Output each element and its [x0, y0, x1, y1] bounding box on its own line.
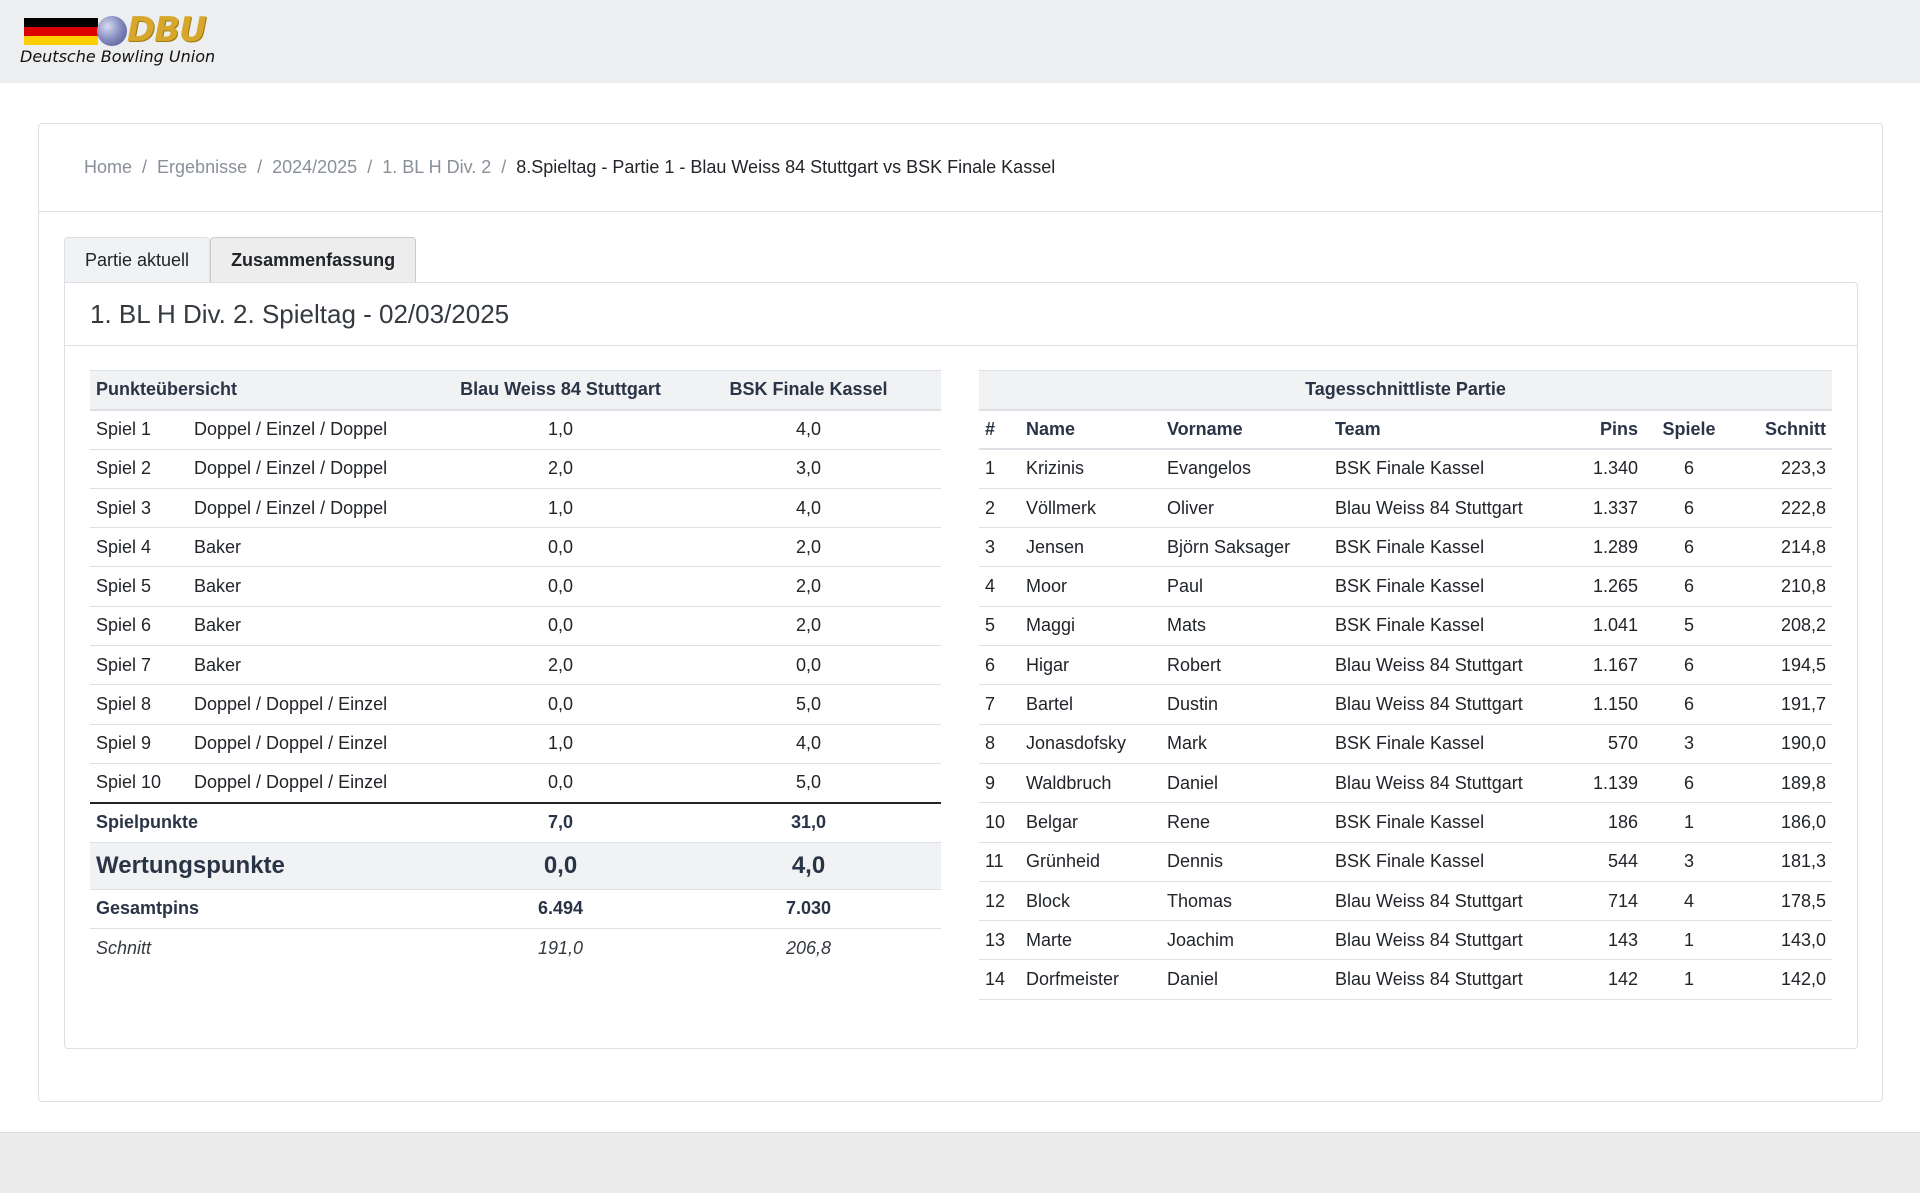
main-content [0, 83, 1920, 1132]
player-cell-vorname: Björn Saksager [1161, 528, 1329, 567]
points-cell-mode: Doppel / Doppel / Einzel [188, 685, 445, 724]
player-cell-team: BSK Finale Kassel [1329, 528, 1565, 567]
points-cell-t1: 0,0 [445, 606, 676, 645]
player-cell-num: 2 [979, 488, 1020, 527]
panel-title: 1. BL H Div. 2. Spieltag - 02/03/2025 [65, 283, 1857, 346]
wertungspunkte-row [90, 842, 941, 889]
player-cell-name: Maggi [1020, 606, 1161, 645]
player-cell-spiele: 1 [1644, 921, 1734, 960]
points-cell-game: Spiel 1 [90, 410, 188, 449]
player-cell-vorname: Evangelos [1161, 449, 1329, 488]
player-cell-pins: 143 [1565, 921, 1644, 960]
points-cell-t1: 2,0 [445, 646, 676, 685]
player-row [979, 921, 1832, 960]
points-cell-game: Spiel 3 [90, 488, 188, 527]
player-cell-vorname: Dustin [1161, 685, 1329, 724]
player-cell-num: 5 [979, 606, 1020, 645]
points-header-label: Punkteübersicht [90, 371, 445, 410]
col-team: Team [1329, 410, 1565, 449]
player-cell-schnitt: 210,8 [1734, 567, 1832, 606]
player-cell-vorname: Daniel [1161, 960, 1329, 999]
tab-partie-aktuell[interactable]: Partie aktuell [64, 237, 210, 283]
player-cell-spiele: 3 [1644, 724, 1734, 763]
wertungspunkte-team1: 0,0 [445, 842, 676, 889]
player-cell-pins: 544 [1565, 842, 1644, 881]
points-cell-game: Spiel 4 [90, 528, 188, 567]
player-cell-name: Block [1020, 881, 1161, 920]
points-cell-game: Spiel 7 [90, 646, 188, 685]
top-bar [0, 0, 1920, 83]
breadcrumb-separator: / [501, 157, 507, 177]
player-cell-team: BSK Finale Kassel [1329, 449, 1565, 488]
player-cell-spiele: 1 [1644, 803, 1734, 842]
player-row [979, 449, 1832, 488]
col-num: # [979, 410, 1020, 449]
player-cell-vorname: Robert [1161, 646, 1329, 685]
summary-panel [64, 282, 1858, 1049]
player-row [979, 606, 1832, 645]
player-row [979, 842, 1832, 881]
player-cell-pins: 142 [1565, 960, 1644, 999]
player-cell-name: Jensen [1020, 528, 1161, 567]
logo-brand: DBU [127, 10, 206, 50]
player-cell-num: 3 [979, 528, 1020, 567]
breadcrumb-season[interactable]: 2024/2025 [272, 157, 358, 177]
player-cell-name: Belgar [1020, 803, 1161, 842]
german-flag-icon [24, 18, 98, 45]
player-row [979, 881, 1832, 920]
gesamtpins-row [90, 889, 941, 928]
player-cell-pins: 1.150 [1565, 685, 1644, 724]
points-cell-t1: 1,0 [445, 724, 676, 763]
points-cell-t2: 3,0 [676, 449, 941, 488]
breadcrumb-league[interactable]: 1. BL H Div. 2 [382, 157, 492, 177]
player-cell-spiele: 6 [1644, 685, 1734, 724]
player-cell-schnitt: 186,0 [1734, 803, 1832, 842]
breadcrumb-separator: / [142, 157, 148, 177]
breadcrumb-ergebnisse[interactable]: Ergebnisse [157, 157, 248, 177]
player-cell-pins: 186 [1565, 803, 1644, 842]
player-cell-vorname: Joachim [1161, 921, 1329, 960]
footer [0, 1132, 1920, 1193]
points-header-row [90, 371, 941, 410]
player-cell-vorname: Daniel [1161, 763, 1329, 802]
player-cell-schnitt: 194,5 [1734, 646, 1832, 685]
points-cell-mode: Doppel / Einzel / Doppel [188, 449, 445, 488]
player-cell-num: 6 [979, 646, 1020, 685]
wertungspunkte-team2: 4,0 [676, 842, 941, 889]
points-row [90, 685, 941, 724]
points-cell-mode: Baker [188, 646, 445, 685]
points-row [90, 449, 941, 488]
player-cell-vorname: Oliver [1161, 488, 1329, 527]
points-header-team2: BSK Finale Kassel [676, 371, 941, 410]
points-row [90, 567, 941, 606]
player-cell-num: 13 [979, 921, 1020, 960]
points-cell-mode: Baker [188, 567, 445, 606]
points-cell-t1: 0,0 [445, 763, 676, 802]
points-cell-mode: Doppel / Doppel / Einzel [188, 724, 445, 763]
player-cell-spiele: 6 [1644, 567, 1734, 606]
points-cell-game: Spiel 9 [90, 724, 188, 763]
player-cell-vorname: Mark [1161, 724, 1329, 763]
points-row [90, 528, 941, 567]
player-cell-schnitt: 208,2 [1734, 606, 1832, 645]
player-cell-num: 10 [979, 803, 1020, 842]
player-cell-pins: 714 [1565, 881, 1644, 920]
player-cell-schnitt: 190,0 [1734, 724, 1832, 763]
player-cell-pins: 1.340 [1565, 449, 1644, 488]
player-cell-team: BSK Finale Kassel [1329, 567, 1565, 606]
points-cell-t2: 2,0 [676, 606, 941, 645]
points-cell-mode: Doppel / Einzel / Doppel [188, 410, 445, 449]
player-cell-team: Blau Weiss 84 Stuttgart [1329, 960, 1565, 999]
player-row [979, 567, 1832, 606]
points-cell-t1: 2,0 [445, 449, 676, 488]
player-cell-pins: 1.041 [1565, 606, 1644, 645]
schnitt-label: Schnitt [96, 937, 152, 958]
player-cell-name: Völlmerk [1020, 488, 1161, 527]
player-cell-name: Dorfmeister [1020, 960, 1161, 999]
player-cell-spiele: 6 [1644, 528, 1734, 567]
player-row [979, 528, 1832, 567]
schnitt-team1: 191,0 [537, 937, 584, 958]
player-cell-name: Jonasdofsky [1020, 724, 1161, 763]
player-cell-schnitt: 178,5 [1734, 881, 1832, 920]
col-spiele: Spiele [1644, 410, 1734, 449]
spielpunkte-label: Spielpunkte [90, 803, 445, 842]
player-cell-name: Moor [1020, 567, 1161, 606]
tagesschnitt-title-row [979, 371, 1832, 410]
player-cell-num: 1 [979, 449, 1020, 488]
player-cell-team: Blau Weiss 84 Stuttgart [1329, 921, 1565, 960]
points-cell-t2: 4,0 [676, 488, 941, 527]
points-cell-t2: 5,0 [676, 763, 941, 802]
points-cell-game: Spiel 6 [90, 606, 188, 645]
breadcrumb-separator: / [367, 157, 373, 177]
tagesschnitt-header-row [979, 410, 1832, 449]
player-cell-name: Bartel [1020, 685, 1161, 724]
tagesschnitt-title: Tagesschnittliste Partie [979, 371, 1832, 410]
breadcrumb-separator: / [257, 157, 263, 177]
player-cell-num: 12 [979, 881, 1020, 920]
points-cell-mode: Doppel / Einzel / Doppel [188, 488, 445, 527]
player-cell-spiele: 6 [1644, 763, 1734, 802]
player-cell-name: Krizinis [1020, 449, 1161, 488]
points-row [90, 724, 941, 763]
points-row [90, 410, 941, 449]
player-cell-spiele: 3 [1644, 842, 1734, 881]
points-row [90, 488, 941, 527]
points-row [90, 606, 941, 645]
gesamtpins-team1: 6.494 [445, 889, 676, 928]
dbu-logo[interactable] [19, 10, 219, 70]
points-cell-t2: 4,0 [676, 410, 941, 449]
logo-subtitle: Deutsche Bowling Union [20, 47, 216, 66]
player-row [979, 724, 1832, 763]
gesamtpins-team2: 7.030 [676, 889, 941, 928]
player-cell-num: 8 [979, 724, 1020, 763]
bowling-ball-icon [97, 16, 127, 46]
player-cell-vorname: Rene [1161, 803, 1329, 842]
points-cell-t2: 4,0 [676, 724, 941, 763]
player-cell-num: 7 [979, 685, 1020, 724]
player-cell-spiele: 4 [1644, 881, 1734, 920]
player-row [979, 763, 1832, 802]
player-cell-schnitt: 143,0 [1734, 921, 1832, 960]
player-cell-schnitt: 223,3 [1734, 449, 1832, 488]
player-cell-team: BSK Finale Kassel [1329, 724, 1565, 763]
schnitt-team2: 206,8 [785, 937, 832, 958]
points-cell-t2: 5,0 [676, 685, 941, 724]
points-cell-t2: 2,0 [676, 528, 941, 567]
player-cell-name: Higar [1020, 646, 1161, 685]
points-cell-t1: 0,0 [445, 528, 676, 567]
points-cell-mode: Baker [188, 528, 445, 567]
player-row [979, 685, 1832, 724]
spielpunkte-row [90, 803, 941, 842]
player-cell-num: 11 [979, 842, 1020, 881]
player-cell-schnitt: 189,8 [1734, 763, 1832, 802]
player-cell-spiele: 6 [1644, 449, 1734, 488]
breadcrumb-home[interactable]: Home [84, 157, 133, 177]
schnitt-row [90, 928, 941, 967]
player-cell-pins: 1.265 [1565, 567, 1644, 606]
player-cell-team: Blau Weiss 84 Stuttgart [1329, 488, 1565, 527]
player-cell-team: Blau Weiss 84 Stuttgart [1329, 646, 1565, 685]
gesamtpins-label: Gesamtpins [90, 889, 445, 928]
player-cell-spiele: 6 [1644, 488, 1734, 527]
result-card [38, 123, 1883, 1102]
player-row [979, 488, 1832, 527]
wertungspunkte-label: Wertungspunkte [90, 842, 445, 889]
player-cell-team: BSK Finale Kassel [1329, 606, 1565, 645]
player-cell-team: BSK Finale Kassel [1329, 842, 1565, 881]
tagesschnitt-table [979, 370, 1832, 1000]
points-cell-game: Spiel 8 [90, 685, 188, 724]
col-name: Name [1020, 410, 1161, 449]
points-row [90, 763, 941, 802]
spielpunkte-team2: 31,0 [676, 803, 941, 842]
tab-zusammenfassung[interactable]: Zusammenfassung [210, 237, 416, 283]
points-cell-game: Spiel 5 [90, 567, 188, 606]
player-cell-pins: 1.337 [1565, 488, 1644, 527]
player-cell-team: Blau Weiss 84 Stuttgart [1329, 763, 1565, 802]
player-cell-team: Blau Weiss 84 Stuttgart [1329, 685, 1565, 724]
points-row [90, 646, 941, 685]
points-cell-t1: 0,0 [445, 567, 676, 606]
player-cell-team: BSK Finale Kassel [1329, 803, 1565, 842]
points-table [90, 370, 941, 968]
col-pins: Pins [1565, 410, 1644, 449]
player-cell-pins: 1.139 [1565, 763, 1644, 802]
points-cell-game: Spiel 10 [90, 763, 188, 802]
points-cell-t1: 1,0 [445, 410, 676, 449]
player-cell-vorname: Dennis [1161, 842, 1329, 881]
player-row [979, 803, 1832, 842]
points-cell-game: Spiel 2 [90, 449, 188, 488]
player-cell-pins: 570 [1565, 724, 1644, 763]
player-cell-name: Grünheid [1020, 842, 1161, 881]
player-cell-vorname: Mats [1161, 606, 1329, 645]
player-cell-pins: 1.167 [1565, 646, 1644, 685]
player-cell-num: 4 [979, 567, 1020, 606]
player-cell-num: 14 [979, 960, 1020, 999]
points-cell-t2: 2,0 [676, 567, 941, 606]
player-cell-vorname: Thomas [1161, 881, 1329, 920]
player-cell-schnitt: 191,7 [1734, 685, 1832, 724]
points-header-team1: Blau Weiss 84 Stuttgart [445, 371, 676, 410]
col-schnitt: Schnitt [1734, 410, 1832, 449]
player-cell-num: 9 [979, 763, 1020, 802]
points-cell-mode: Baker [188, 606, 445, 645]
tab-bar [64, 237, 416, 283]
player-cell-spiele: 1 [1644, 960, 1734, 999]
breadcrumb [39, 124, 1882, 212]
points-cell-t1: 1,0 [445, 488, 676, 527]
player-cell-spiele: 6 [1644, 646, 1734, 685]
player-cell-schnitt: 214,8 [1734, 528, 1832, 567]
points-cell-mode: Doppel / Doppel / Einzel [188, 763, 445, 802]
player-cell-name: Marte [1020, 921, 1161, 960]
points-cell-t2: 0,0 [676, 646, 941, 685]
col-vorname: Vorname [1161, 410, 1329, 449]
player-cell-spiele: 5 [1644, 606, 1734, 645]
breadcrumb-current: 8.Spieltag - Partie 1 - Blau Weiss 84 Stuttgart vs BSK Finale Kassel [516, 157, 1056, 177]
player-cell-team: Blau Weiss 84 Stuttgart [1329, 881, 1565, 920]
player-cell-schnitt: 222,8 [1734, 488, 1832, 527]
player-row [979, 960, 1832, 999]
player-cell-schnitt: 181,3 [1734, 842, 1832, 881]
player-row [979, 646, 1832, 685]
player-cell-vorname: Paul [1161, 567, 1329, 606]
points-cell-t1: 0,0 [445, 685, 676, 724]
player-cell-name: Waldbruch [1020, 763, 1161, 802]
player-cell-pins: 1.289 [1565, 528, 1644, 567]
spielpunkte-team1: 7,0 [445, 803, 676, 842]
player-cell-schnitt: 142,0 [1734, 960, 1832, 999]
